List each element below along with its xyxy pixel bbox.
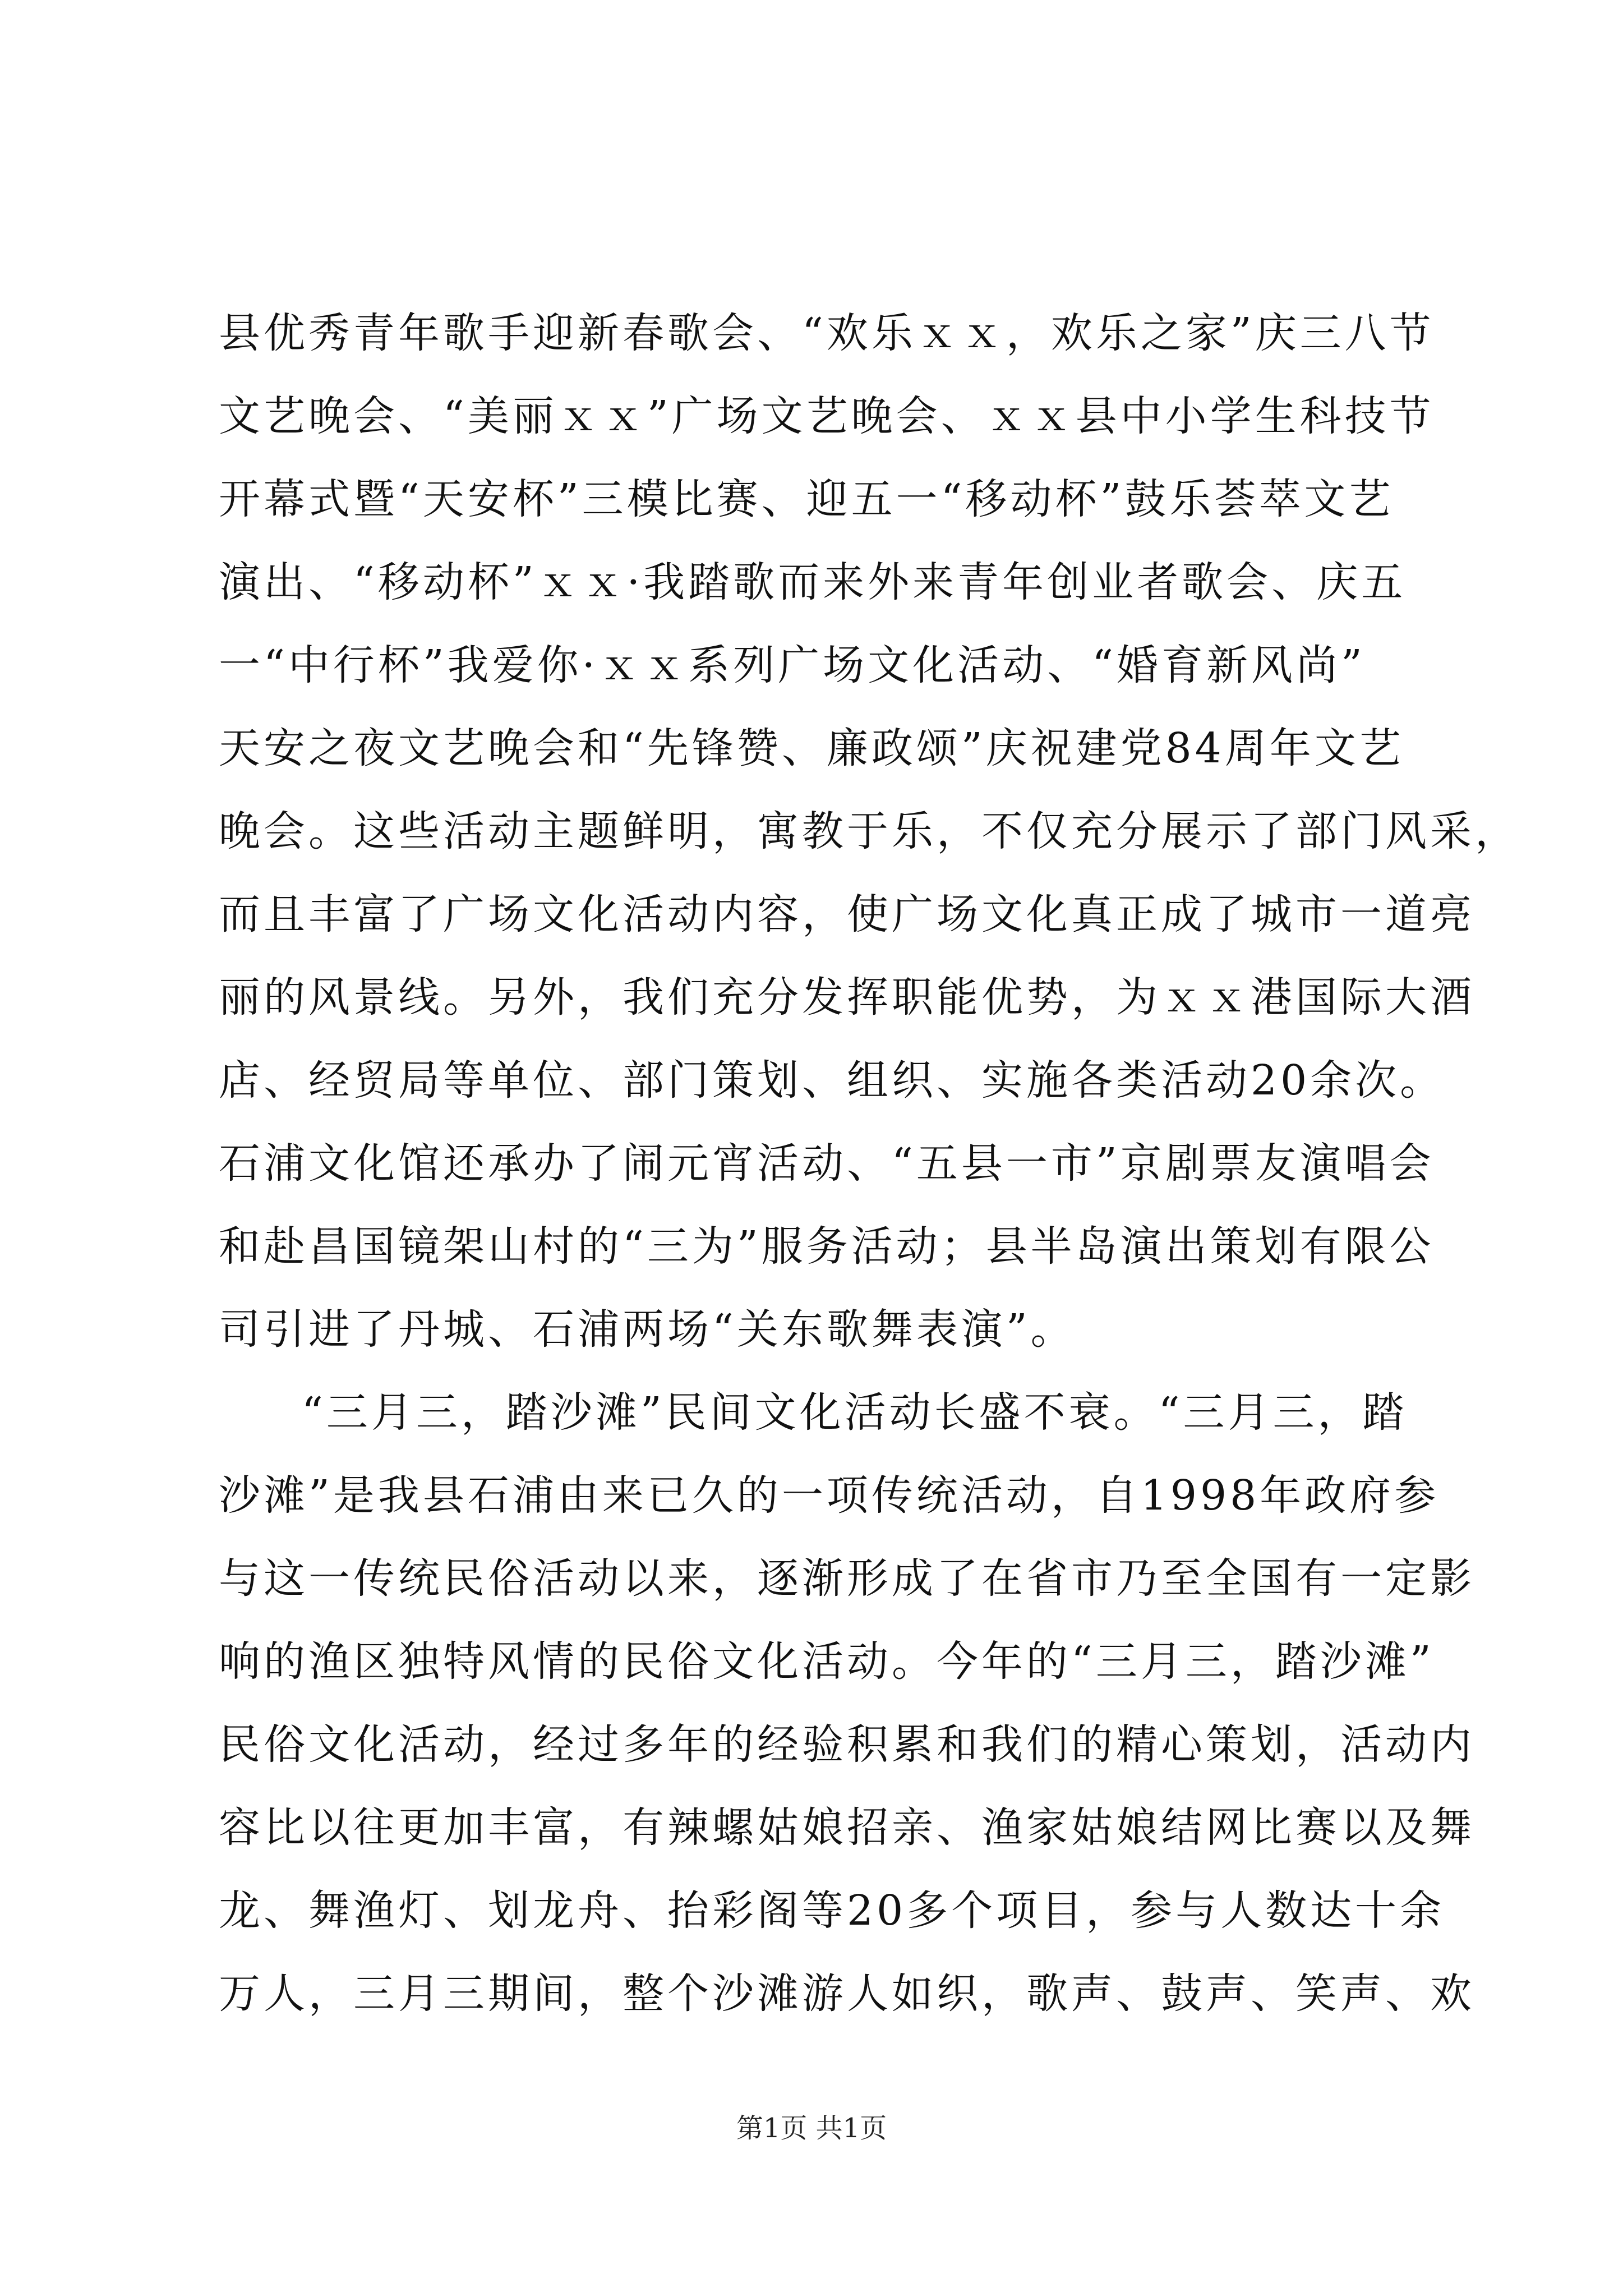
text-line: 文艺晚会、“美丽ｘｘ”广场文艺晚会、ｘｘ县中小学生科技节	[219, 392, 1435, 440]
text-line: 响的渔区独特风情的民俗文化活动。今年的“三月三，踏沙滩”	[219, 1637, 1435, 1686]
text-line: 与这一传统民俗活动以来，逐渐形成了在省市乃至全国有一定影	[219, 1554, 1475, 1603]
page-number-footer: 第1页 共1页	[736, 2113, 887, 2144]
text-line: 县优秀青年歌手迎新春歌会、“欢乐ｘｘ，欢乐之家”庆三八节	[219, 309, 1435, 357]
text-line: 民俗文化活动，经过多年的经验积累和我们的精心策划，活动内	[219, 1720, 1475, 1769]
text-line: 演出、“移动杯”ｘｘ·我踏歌而来外来青年创业者歌会、庆五	[219, 558, 1407, 606]
text-line: 龙、舞渔灯、划龙舟、抬彩阁等20多个项目，参与人数达十余	[219, 1887, 1445, 1935]
text-line: 而且丰富了广场文化活动内容，使广场文化真正成了城市一道亮	[219, 890, 1475, 938]
text-line: 开幕式暨“天安杯”三模比赛、迎五一“移动杯”鼓乐荟萃文艺	[219, 475, 1394, 523]
text-line: 万人，三月三期间，整个沙滩游人如织，歌声、鼓声、笑声、欢	[219, 1970, 1475, 2018]
text-line: 司引进了丹城、石浦两场“关东歌舞表演”。	[219, 1305, 1076, 1354]
text-line: 丽的风景线。另外，我们充分发挥职能优势，为ｘｘ港国际大酒	[219, 973, 1475, 1022]
text-line: 和赴昌国镜架山村的“三为”服务活动；县半岛演出策划有限公	[219, 1222, 1435, 1271]
text-line: 店、经贸局等单位、部门策划、组织、实施各类活动20余次。	[219, 1056, 1445, 1105]
text-line: 天安之夜文艺晚会和“先锋赞、廉政颂”庆祝建党84周年文艺	[219, 724, 1404, 772]
text-line: 容比以往更加丰富，有辣螺姑娘招亲、渔家姑娘结网比赛以及舞	[219, 1803, 1475, 1852]
body-text	[219, 292, 1520, 2035]
text-line: 晚会。这些活动主题鲜明，寓教于乐，不仅充分展示了部门风采，	[219, 807, 1520, 855]
text-line: 石浦文化馆还承办了闹元宵活动、“五县一市”京剧票友演唱会	[219, 1139, 1435, 1188]
text-line: 一“中行杯”我爱你·ｘｘ系列广场文化活动、“婚育新风尚”	[219, 641, 1366, 689]
paragraph-start-line: “三月三，踏沙滩”民间文化活动长盛不衰。“三月三，踏	[302, 1388, 1408, 1437]
text-line: 沙滩”是我县石浦由来已久的一项传统活动，自1998年政府参	[219, 1471, 1440, 1520]
